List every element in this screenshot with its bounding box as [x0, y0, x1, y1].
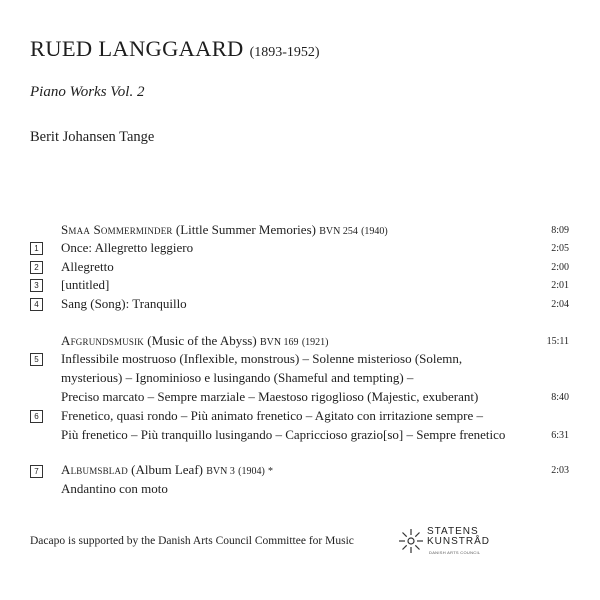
- track-text-line: Più frenetico – Più tranquillo lusingando – Capriccioso grazio[so] – Sempre frenetico: [61, 427, 506, 442]
- track-title: Andantino con moto: [61, 481, 168, 496]
- statens-kunstrad-logo: [398, 524, 498, 558]
- composer-name: RUED LANGGAARD: [30, 36, 244, 61]
- work-duration: 2:03: [551, 465, 569, 476]
- track-text-line: Inflessibile mostruoso (Inflexible, monstrous) – Solenne misterioso (Solemn,: [61, 351, 463, 366]
- track-number-box: 5: [30, 353, 43, 366]
- work-title: Smaa Sommerminder: [61, 222, 173, 237]
- work-year: (1904): [238, 466, 265, 477]
- work-year: (1940): [361, 226, 388, 237]
- track-duration: 6:31: [551, 430, 569, 441]
- work-title: Afgrundsmusik: [61, 333, 145, 348]
- track-number-box: 3: [30, 279, 43, 292]
- track-title: [untitled]: [61, 277, 110, 292]
- track-duration: 2:01: [551, 280, 569, 291]
- track-text-line: mysterious) – Ignominioso e lusingando (Shameful and tempting) –: [61, 370, 414, 385]
- work-subtitle: (Album Leaf): [131, 462, 203, 477]
- album-title: Piano Works Vol. 2: [30, 84, 145, 100]
- track-title: Allegretto: [61, 259, 114, 274]
- track-number-box: 2: [30, 261, 43, 274]
- work-subtitle: (Music of the Abyss): [147, 333, 257, 348]
- track-duration: 2:05: [551, 243, 569, 254]
- logo-line-3: DANISH ARTS COUNCIL: [429, 550, 481, 555]
- composer-heading: [30, 36, 320, 62]
- work-duration: 15:11: [546, 336, 569, 347]
- work-catalog: BVN 254: [319, 226, 358, 237]
- support-text: Dacapo is supported by the Danish Arts Council Committee for Music: [30, 535, 354, 547]
- track-title: Sang (Song): Tranquillo: [61, 296, 187, 311]
- track-number-box: 7: [30, 465, 43, 478]
- track-text-line: Preciso marcato – Sempre marziale – Maestoso rigoglioso (Majestic, exuberant): [61, 389, 479, 404]
- work-catalog: BVN 169: [259, 337, 299, 348]
- track-duration: 2:00: [551, 262, 569, 273]
- track-number-box: 1: [30, 242, 43, 255]
- track-duration: 8:40: [551, 392, 569, 403]
- work-year: (1921): [301, 337, 329, 348]
- work-heading-albumsblad: [61, 462, 273, 478]
- track-text-line: Frenetico, quasi rondo – Più animato frenetico – Agitato con irritazione sempre –: [61, 408, 484, 423]
- track-number-box: 4: [30, 298, 43, 311]
- sun-emblem-icon: [398, 528, 424, 554]
- composer-years: (1893-1952): [249, 45, 320, 60]
- performer-name: Berit Johansen Tange: [30, 129, 155, 145]
- work-heading-smaa-sommerminder: [61, 222, 388, 238]
- work-catalog: BVN 3: [206, 466, 235, 477]
- work-duration: 8:09: [551, 225, 569, 236]
- logo-line-1: STATENS: [427, 526, 479, 537]
- work-subtitle: (Little Summer Memories): [175, 222, 316, 237]
- track-duration: 2:04: [551, 299, 569, 310]
- work-title: Albumsblad: [61, 462, 128, 477]
- logo-line-2: KUNSTRÅD: [427, 536, 491, 547]
- work-heading-afgrundsmusik: [61, 333, 328, 349]
- footnote-mark: *: [268, 466, 274, 477]
- track-title: Once: Allegretto leggiero: [61, 240, 194, 255]
- track-number-box: 6: [30, 410, 43, 423]
